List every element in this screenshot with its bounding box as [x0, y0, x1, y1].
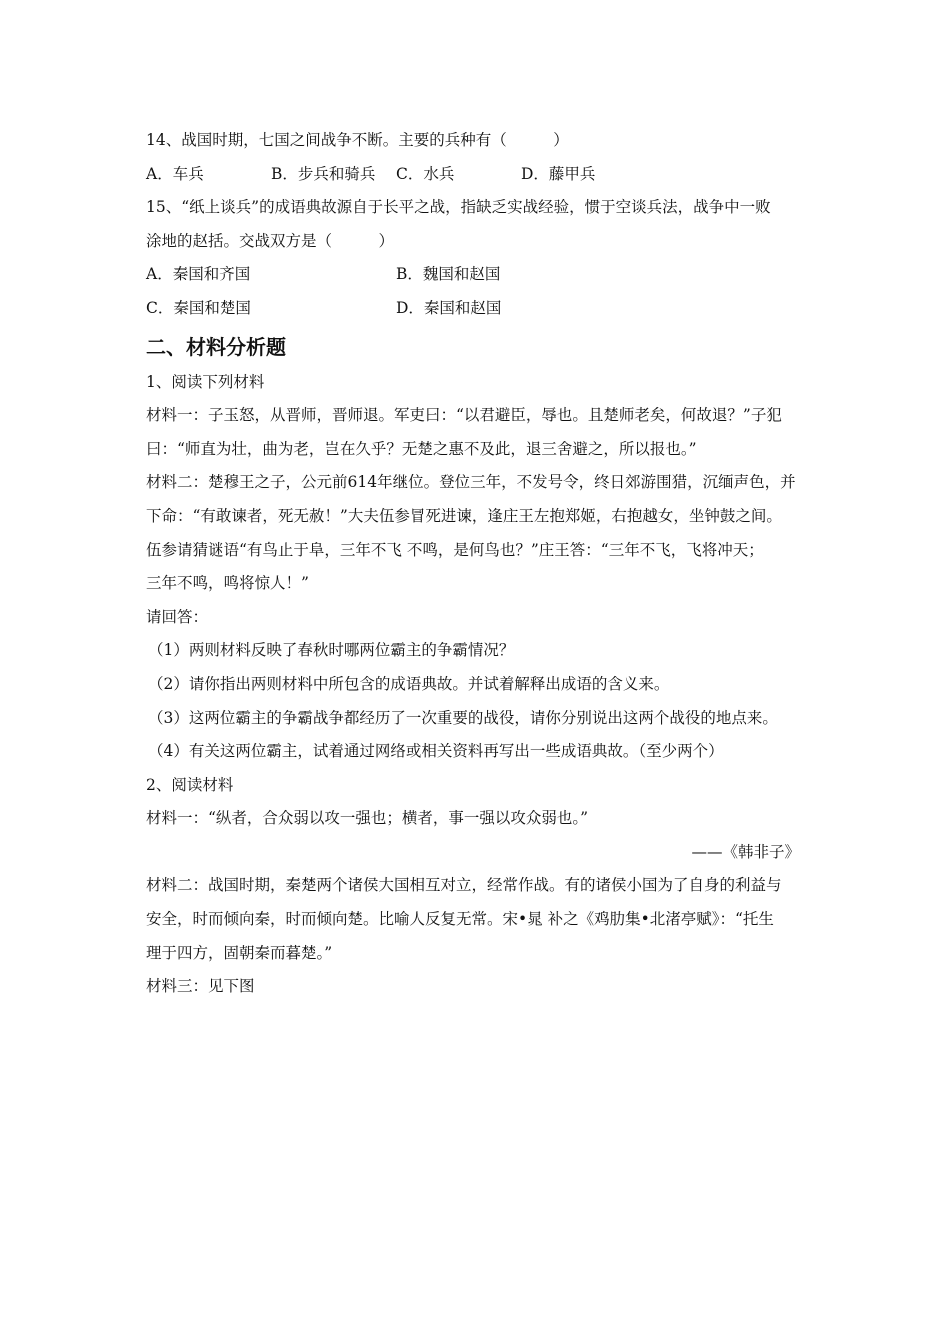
- answer-prompt: 请回答：: [146, 607, 209, 626]
- sub-question-4: （4）有关这两位霸主，试着通过网络或相关资料再写出一些成语典故。（至少两个）: [148, 742, 724, 761]
- sub-question-1: （1）两则材料反映了春秋时哪两位霸主的争霸情况？: [148, 641, 515, 660]
- option-d: D．秦国和赵国: [396, 298, 502, 317]
- option-b: B．魏国和赵国: [396, 265, 501, 284]
- option-c: C．秦国和楚国: [146, 298, 251, 317]
- sub-question-3: （3）这两位霸主的争霸战争都经历了一次重要的战役，请你分别说出这两个战役的地点来。: [148, 708, 778, 727]
- document-page: [146, 124, 810, 1004]
- material-set-2-heading: 2、阅读材料: [146, 775, 234, 794]
- option-c: C．水兵: [396, 164, 455, 183]
- quote-source: ——《韩非子》: [691, 842, 800, 861]
- section-title: 二、材料分析题: [146, 334, 286, 359]
- material-2-line2: 安全，时而倾向秦，时而倾向楚。比喻人反复无常。宋•晁 补之《鸡肋集•北渚亭赋》：“托生: [146, 910, 774, 929]
- question-14-options: [146, 158, 810, 192]
- material-2-line4: 三年不鸣，鸣将惊人！”: [146, 574, 309, 593]
- question-15-options-row2: [146, 292, 810, 326]
- material-2-line1: 材料二：战国时期，秦楚两个诸侯大国相互对立，经常作战。有的诸侯小国为了自身的利益与: [146, 876, 782, 895]
- material-1-line1: 材料一：子玉怒，从晋师，晋师退。军吏曰：“以君避臣，辱也。且楚师老矣，何故退？”子犯: [146, 406, 782, 425]
- material-2-line2: 下命：“有敢谏者，死无赦！”大夫伍参冒死进谏，逢庄王左抱郑姬，右抱越女，坐钟鼓之间。: [146, 506, 782, 525]
- option-a: A．秦国和齐国: [146, 265, 251, 284]
- material-1-line2: 曰：“师直为壮，曲为老，岂在久乎？无楚之惠不及此，退三舍避之，所以报也。”: [146, 439, 697, 458]
- question-15-stem-line1: 15、“纸上谈兵”的成语典故源自于长平之战，指缺乏实战经验，惯于空谈兵法，战争中一败: [146, 198, 771, 217]
- material-2-line3: 伍参请猜谜语“有鸟止于阜，三年不飞 不鸣，是何鸟也？”庄王答：“三年不飞，飞将冲天；: [146, 540, 764, 559]
- material-2-line3: 理于四方，固朝秦而暮楚。”: [146, 943, 333, 962]
- material-2-line1: 材料二：楚穆王之子，公元前614年继位。登位三年，不发号令，终日郊游围猎，沉缅声色，并: [146, 473, 796, 492]
- sub-question-2: （2）请你指出两则材料中所包含的成语典故。并试着解释出成语的含义来。: [148, 674, 670, 693]
- option-d: D．藤甲兵: [521, 164, 596, 183]
- question-15-stem-line2: 涂地的赵括。交战双方是（ ）: [146, 231, 395, 250]
- question-14-stem: 14、战国时期，七国之间战争不断。主要的兵种有（ ）: [146, 131, 569, 149]
- option-a: A．车兵: [146, 164, 204, 183]
- material-set-1-heading: 1、阅读下列材料: [146, 372, 265, 391]
- material-1-quote: 材料一：“纵者，合众弱以攻一强也；横者，事一强以攻众弱也。”: [146, 809, 589, 828]
- option-b: B．步兵和骑兵: [271, 164, 376, 183]
- question-15-options-row1: [146, 258, 810, 292]
- material-3: 材料三：见下图: [146, 977, 255, 996]
